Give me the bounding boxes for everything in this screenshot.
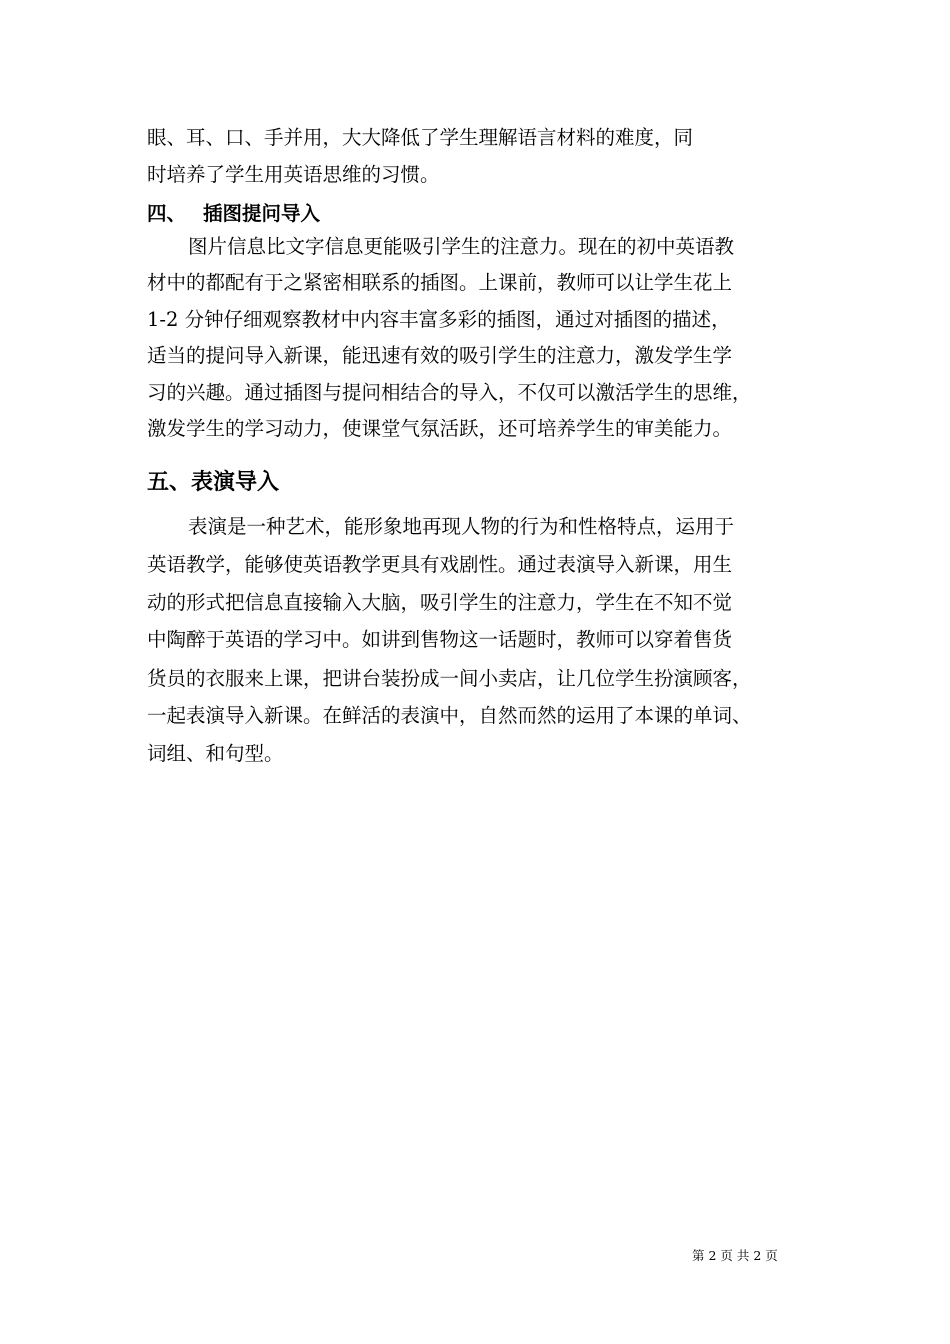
section-4-number: 四、: [147, 202, 187, 225]
paragraph-line: 习的兴趣。通过插图与提问相结合的导入，不仅可以激活学生的思维，: [147, 381, 752, 404]
section-4-heading: [147, 198, 320, 226]
page-footer: 第 2 页 共 2 页: [692, 1248, 778, 1263]
paragraph-line: 一起表演导入新课。在鲜活的表演中，自然而然的运用了本课的单词、: [147, 704, 752, 727]
paragraph-line: 表演是一种艺术，能形象地再现人物的行为和性格特点，运用于: [188, 515, 735, 538]
paragraph-line: 适当的提问导入新课，能迅速有效的吸引学生的注意力，激发学生学: [147, 344, 733, 367]
paragraph-line: 词组、和句型。: [147, 742, 284, 765]
section-4-title: 插图提问导入: [203, 202, 321, 225]
paragraph-line: 激发学生的学习动力，使课堂气氛活跃，还可培养学生的审美能力。: [147, 417, 733, 440]
paragraph-line: 货员的衣服来上课，把讲台装扮成一间小卖店，让几位学生扮演顾客，: [147, 667, 752, 690]
paragraph-line: 时培养了学生用英语思维的习惯。: [147, 163, 440, 186]
paragraph-line: 英语教学，能够使英语教学更具有戏剧性。通过表演导入新课，用生: [147, 553, 733, 576]
paragraph-line: 动的形式把信息直接输入大脑，吸引学生的注意力，学生在不知不觉: [147, 591, 733, 614]
paragraph-line: 图片信息比文字信息更能吸引学生的注意力。现在的初中英语教: [188, 235, 735, 258]
paragraph-line: 眼、耳、口、手并用，大大降低了学生理解语言材料的难度，同: [147, 126, 694, 149]
section-5-heading: 五、表演导入: [147, 470, 280, 495]
paragraph-line: 1-2 分钟仔细观察教材中内容丰富多彩的插图，通过对插图的描述，: [147, 308, 731, 331]
paragraph-line: 中陶醉于英语的学习中。如讲到售物这一话题时，教师可以穿着售货: [147, 628, 733, 651]
paragraph-line: 材中的都配有于之紧密相联系的插图。上课前，教师可以让学生花上: [147, 271, 733, 294]
